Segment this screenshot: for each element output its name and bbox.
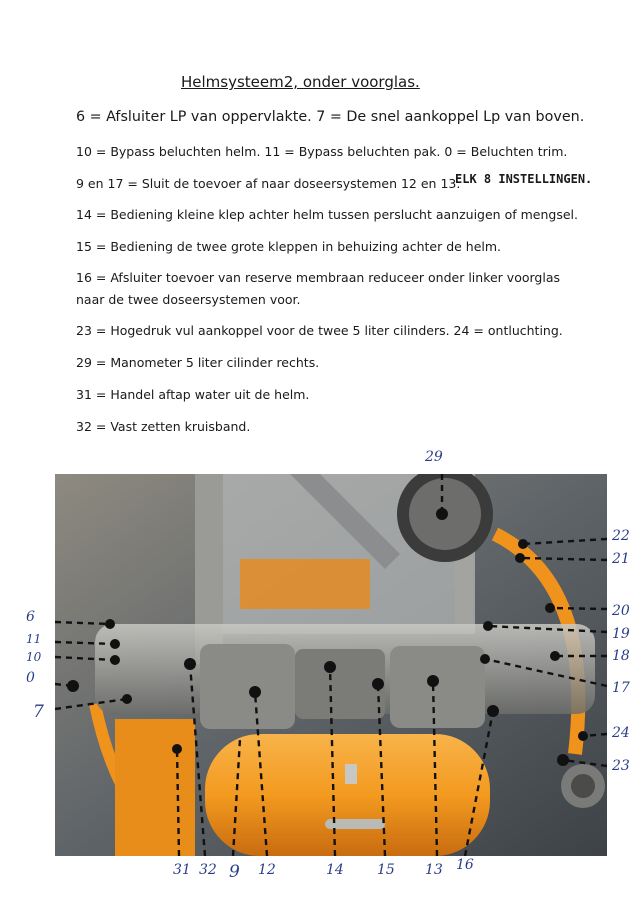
label-16: 16 <box>456 857 474 873</box>
legend-line-2: 10 = Bypass beluchten helm. 11 = Bypass beluchten pak. 0 = Beluchten trim. <box>76 144 568 159</box>
stamp-note: ELK 8 INSTELLINGEN. <box>455 172 593 186</box>
legend-line-7: naar de twee doseersystemen voor. <box>76 292 301 307</box>
label-32: 32 <box>199 862 217 878</box>
label-29: 29 <box>425 449 443 465</box>
label-21: 21 <box>612 551 630 567</box>
helmet-photo <box>55 474 607 856</box>
legend-line-11: 32 = Vast zetten kruisband. <box>76 419 251 434</box>
label-31: 31 <box>173 862 191 878</box>
label-17: 17 <box>612 680 630 696</box>
label-19: 19 <box>612 626 630 642</box>
legend-line-9: 29 = Manometer 5 liter cilinder rechts. <box>76 355 320 370</box>
label-22: 22 <box>612 528 630 544</box>
label-18: 18 <box>612 648 630 664</box>
legend-line-8: 23 = Hogedruk vul aankoppel voor de twee 5 liter cilinders. 24 = ontluchting. <box>76 323 563 338</box>
legend-line-10: 31 = Handel aftap water uit de helm. <box>76 387 310 402</box>
label-6: 6 <box>26 609 35 625</box>
label-15: 15 <box>377 862 395 878</box>
legend-line-3: 9 en 17 = Sluit de toevoer af naar doseersystemen 12 en 13. <box>76 176 461 191</box>
legend-line-6: 16 = Afsluiter toevoer van reserve membraan reduceer onder linker voorglas <box>76 270 560 285</box>
legend-line-5: 15 = Bediening de twee grote kleppen in behuizing achter de helm. <box>76 239 502 254</box>
label-12: 12 <box>258 862 276 878</box>
label-0: 0 <box>26 670 35 686</box>
legend-line-1: 6 = Afsluiter LP van oppervlakte. 7 = De snel aankoppel Lp van boven. <box>76 109 585 125</box>
label-10: 10 <box>26 650 42 664</box>
label-7: 7 <box>33 702 44 722</box>
page-title: Helmsysteem2, onder voorglas. <box>181 73 420 91</box>
legend-line-4: 14 = Bediening kleine klep achter helm tussen perslucht aanzuigen of mengsel. <box>76 207 578 222</box>
label-13: 13 <box>425 862 443 878</box>
label-9: 9 <box>229 862 240 882</box>
label-23: 23 <box>612 758 630 774</box>
label-24: 24 <box>612 725 630 741</box>
label-20: 20 <box>612 603 630 619</box>
label-11: 11 <box>26 632 42 646</box>
label-14: 14 <box>326 862 344 878</box>
